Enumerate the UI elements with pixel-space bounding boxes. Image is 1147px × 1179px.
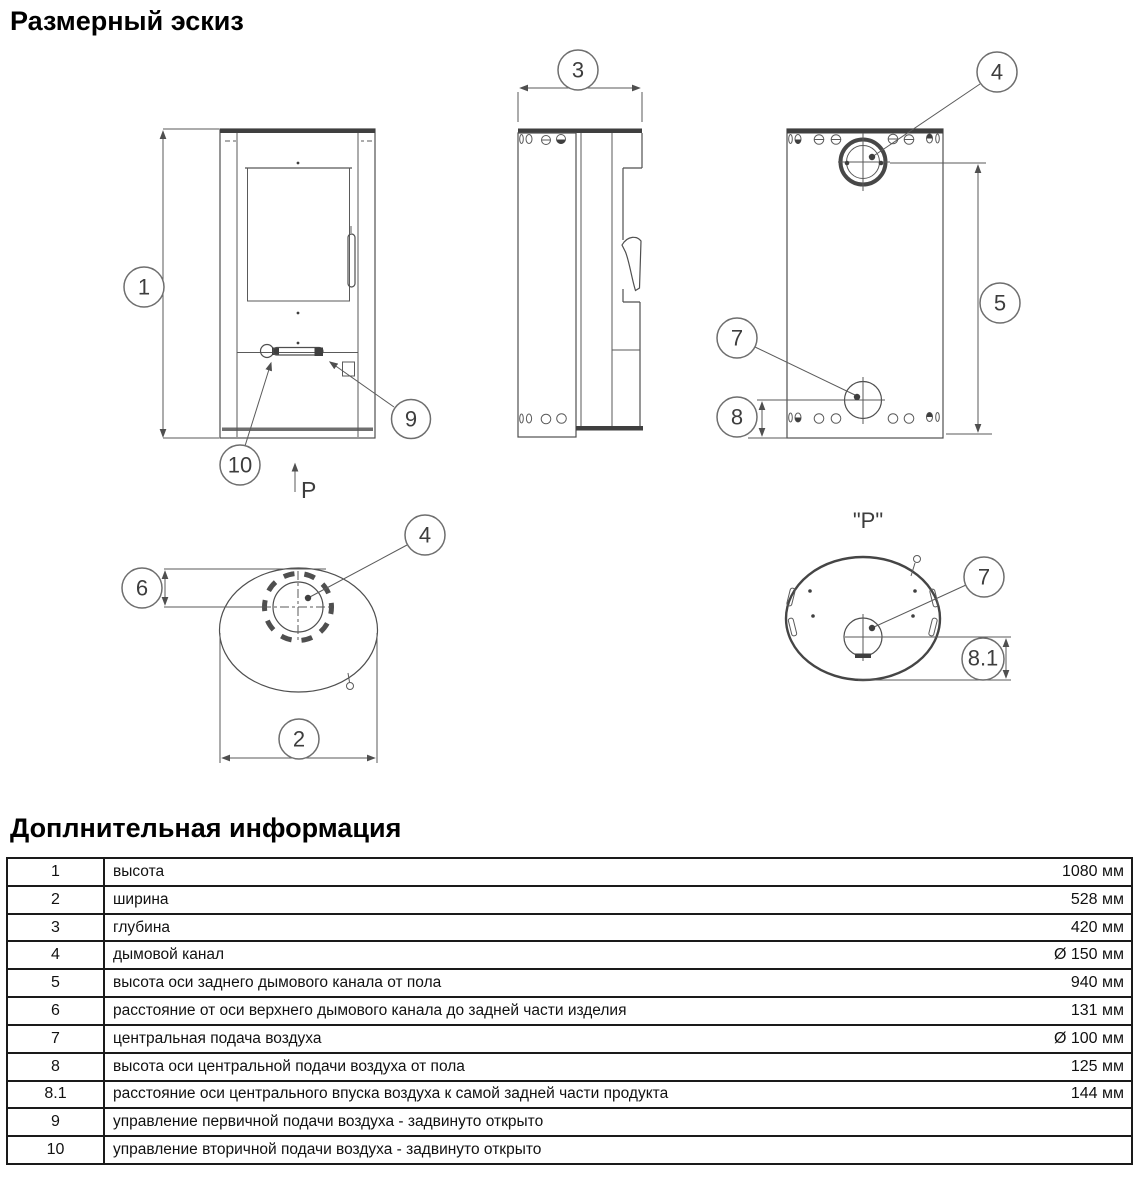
svg-text:10: 10 [227, 452, 253, 478]
table-row [8, 1024, 1131, 1052]
p-view-air-inlet [844, 614, 882, 661]
dimension-1-height [163, 129, 219, 438]
info-section-title: Доплнительная информация [10, 813, 402, 843]
row-number: 7 [8, 1026, 105, 1052]
flue-outlet [838, 133, 890, 191]
row-description: глубина [113, 918, 170, 936]
callout-1 [124, 267, 164, 307]
row-value: Ø 150 мм [1053, 946, 1124, 964]
row-description-cell [105, 1082, 1131, 1108]
svg-text:4: 4 [418, 522, 432, 548]
stove-door-glass [245, 168, 352, 301]
dimension-3-depth [518, 88, 642, 122]
row-number: 6 [8, 998, 105, 1024]
row-value: 144 мм [1070, 1085, 1124, 1103]
svg-text:7: 7 [730, 325, 744, 351]
svg-text:7: 7 [977, 564, 991, 590]
table-row [8, 859, 1131, 885]
row-description: ширина [113, 890, 169, 908]
side-door-handle [622, 237, 641, 290]
table-row [8, 1052, 1131, 1080]
callout-8 [717, 397, 757, 437]
callout-5 [980, 283, 1020, 323]
side-holes-top [520, 135, 566, 145]
row-description-cell [105, 887, 1131, 913]
row-value: 1080 мм [1061, 862, 1124, 880]
row-value: 528 мм [1070, 890, 1124, 908]
row-description: управление первичной подачи воздуха - задвинуто открыто [113, 1113, 544, 1131]
table-row [8, 1135, 1131, 1163]
dimension-6 [164, 569, 326, 607]
side-holes-bottom [520, 414, 567, 424]
svg-text:6: 6 [135, 575, 149, 601]
row-value: 125 мм [1070, 1057, 1124, 1075]
row-description-cell [105, 1054, 1131, 1080]
side-view [518, 50, 643, 437]
row-description-cell [105, 859, 1131, 885]
p-view-label: "P" [852, 508, 884, 533]
svg-text:8: 8 [730, 404, 744, 430]
row-description-cell [105, 942, 1131, 968]
table-row [8, 913, 1131, 941]
table-row [8, 968, 1131, 996]
svg-text:4: 4 [990, 59, 1004, 85]
row-value: Ø 100 мм [1053, 1029, 1124, 1047]
table-row [8, 885, 1131, 913]
row-description-cell [105, 998, 1131, 1024]
callout-8-1 [962, 638, 1004, 680]
row-description: расстояние от оси верхнего дымового канала до задней части изделия [113, 1001, 627, 1019]
svg-text:8.1: 8.1 [967, 645, 999, 671]
table-row [8, 996, 1131, 1024]
front-view [124, 129, 431, 504]
row-number: 10 [8, 1137, 105, 1163]
row-number: 9 [8, 1109, 105, 1135]
svg-text:1: 1 [137, 274, 151, 300]
callout-6 [122, 568, 162, 608]
table-row [8, 1107, 1131, 1135]
svg-text:9: 9 [404, 406, 418, 432]
row-description: управление вторичной подачи воздуха - задвинуто открыто [113, 1141, 542, 1159]
top-view [122, 515, 445, 763]
svg-text:3: 3 [571, 57, 585, 83]
row-number: 8.1 [8, 1082, 105, 1108]
row-description: центральная подача воздуха [113, 1029, 322, 1047]
svg-text:P: P [301, 477, 317, 503]
row-number: 2 [8, 887, 105, 913]
back-view [717, 52, 1020, 438]
callout-4-top [305, 515, 445, 601]
row-description: высота оси центральной подачи воздуха от пола [113, 1057, 465, 1075]
callout-3 [558, 50, 598, 90]
row-description: расстояние оси центрального впуска воздуха к самой задней части продукта [113, 1085, 669, 1103]
info-table [6, 857, 1133, 1165]
row-description-cell [105, 1026, 1131, 1052]
callout-7 [717, 318, 860, 400]
row-description-cell [105, 1109, 1131, 1135]
dimension-5 [890, 163, 992, 434]
row-description: высота [113, 862, 165, 880]
row-number: 5 [8, 970, 105, 996]
callout-10 [220, 363, 271, 485]
callout-9 [330, 362, 431, 439]
row-description-cell [105, 970, 1131, 996]
row-number: 8 [8, 1054, 105, 1080]
callout-2 [279, 719, 319, 759]
page-title: Размерный эскиз [10, 6, 244, 36]
table-row [8, 1080, 1131, 1108]
row-description: дымовой канал [113, 946, 225, 964]
p-direction-arrow [295, 464, 316, 503]
air-control-slider [237, 345, 358, 377]
row-number: 1 [8, 859, 105, 885]
row-value: 940 мм [1070, 974, 1124, 992]
row-value: 131 мм [1070, 1001, 1124, 1019]
central-air-inlet [757, 377, 885, 424]
row-value: 420 мм [1070, 918, 1124, 936]
svg-text:5: 5 [993, 290, 1007, 316]
row-description-cell [105, 915, 1131, 941]
table-row [8, 940, 1131, 968]
row-description: высота оси заднего дымового канала от пола [113, 974, 442, 992]
row-description-cell [105, 1137, 1131, 1163]
callout-7-p [869, 557, 1004, 631]
row-number: 4 [8, 942, 105, 968]
svg-text:2: 2 [292, 726, 306, 752]
row-number: 3 [8, 915, 105, 941]
p-view [786, 508, 1011, 680]
